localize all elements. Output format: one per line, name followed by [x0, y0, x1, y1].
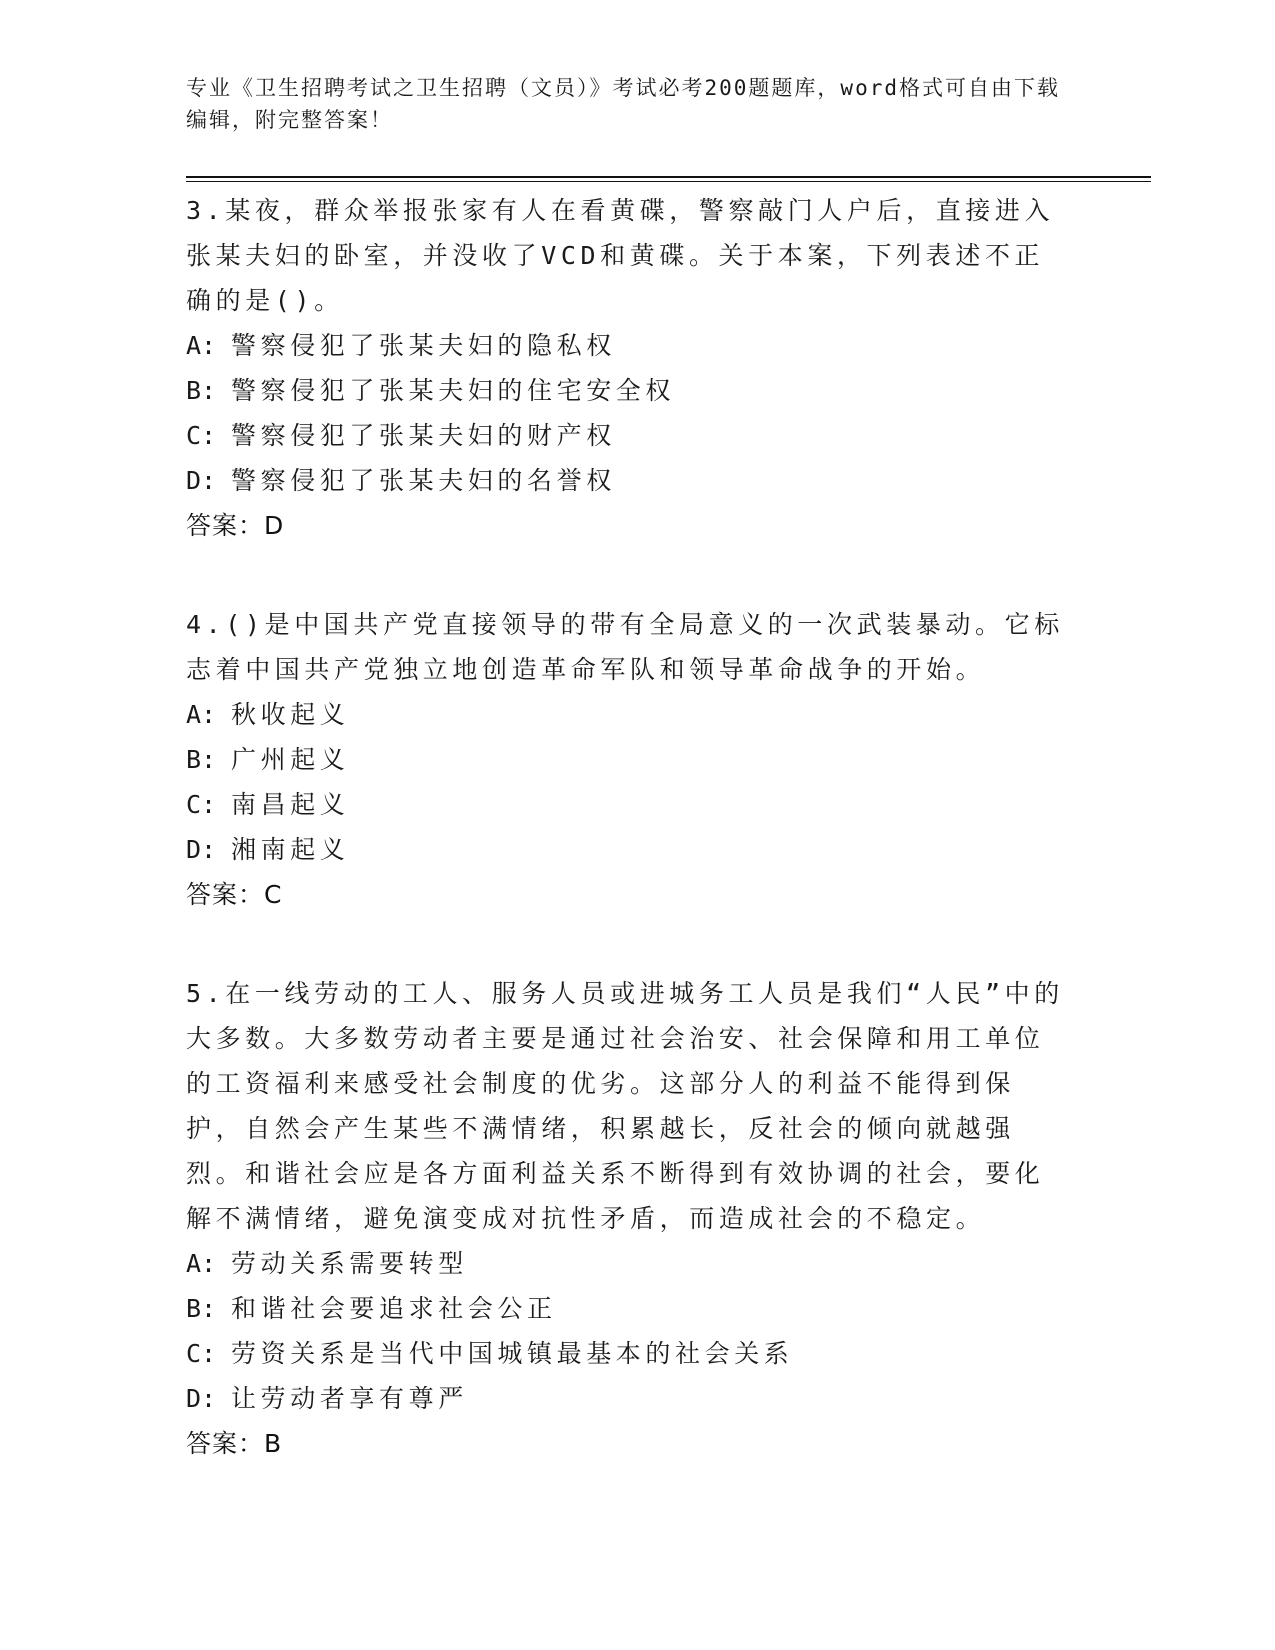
option-c: [186, 413, 1066, 458]
option-letter: B:: [186, 376, 217, 405]
option-c: [186, 1331, 1066, 1376]
question-stem: 5.在一线劳动的工人、服务人员或进城务工人员是我们“人民”中的大多数。大多数劳动者主要是通过社会治安、社会保障和用工单位的工资福利来感受社会制度的优劣。这部分人的利益不能得到保护，自然会产生某些不满情绪，积累越长，反社会的倾向就越强烈。和谐社会应是各方面利益关系不断得到有效协调的社会，要化解不满情绪，避免演变成对抗性矛盾，而造成社会的不稳定。: [186, 979, 1064, 1233]
option-letter: C:: [186, 1339, 217, 1368]
option-a: [186, 323, 1066, 368]
answer-line: 答案：D: [186, 511, 285, 540]
option-letter: B:: [186, 1294, 217, 1323]
option-text: 南昌起义: [231, 790, 350, 819]
option-d: [186, 458, 1066, 503]
option-text: 警察侵犯了张某夫妇的名誉权: [231, 466, 616, 495]
option-text: 警察侵犯了张某夫妇的住宅安全权: [231, 376, 676, 405]
option-text: 湘南起义: [231, 835, 350, 864]
option-letter: A:: [186, 1249, 217, 1278]
option-letter: C:: [186, 421, 217, 450]
option-text: 警察侵犯了张某夫妇的财产权: [231, 421, 616, 450]
option-text: 劳资关系是当代中国城镇最基本的社会关系: [231, 1339, 794, 1368]
question-stem: 4.()是中国共产党直接领导的带有全局意义的一次武装暴动。它标志着中国共产党独立地创造革命军队和领导革命战争的开始。: [186, 610, 1064, 684]
option-letter: A:: [186, 700, 217, 729]
option-text: 秋收起义: [231, 700, 350, 729]
option-d: [186, 827, 1066, 872]
option-text: 劳动关系需要转型: [231, 1249, 468, 1278]
question-3: [186, 188, 1066, 548]
option-b: [186, 737, 1066, 782]
header-rule-thin: [186, 181, 1151, 182]
answer-line: 答案：C: [186, 880, 283, 909]
option-letter: B:: [186, 745, 217, 774]
option-c: [186, 782, 1066, 827]
option-d: [186, 1376, 1066, 1421]
question-5: [186, 971, 1066, 1466]
question-stem: 3.某夜，群众举报张家有人在看黄碟，警察敲门人户后，直接进入张某夫妇的卧室，并没收了VCD和黄碟。关于本案，下列表述不正确的是()。: [186, 196, 1055, 315]
document-header: 专业《卫生招聘考试之卫生招聘（文员）》考试必考200题题库，word格式可自由下载编辑，附完整答案！: [186, 76, 1060, 132]
answer-line: 答案：B: [186, 1429, 283, 1458]
header-rule-thick: [186, 176, 1151, 178]
option-letter: D:: [186, 466, 217, 495]
option-letter: C:: [186, 790, 217, 819]
option-text: 和谐社会要追求社会公正: [231, 1294, 557, 1323]
option-a: [186, 1241, 1066, 1286]
option-text: 广州起义: [231, 745, 350, 774]
option-b: [186, 368, 1066, 413]
option-text: 让劳动者享有尊严: [231, 1384, 468, 1413]
option-a: [186, 692, 1066, 737]
option-letter: A:: [186, 331, 217, 360]
question-list: [186, 188, 1066, 1520]
question-4: [186, 602, 1066, 917]
option-letter: D:: [186, 835, 217, 864]
option-letter: D:: [186, 1384, 217, 1413]
option-b: [186, 1286, 1066, 1331]
option-text: 警察侵犯了张某夫妇的隐私权: [231, 331, 616, 360]
